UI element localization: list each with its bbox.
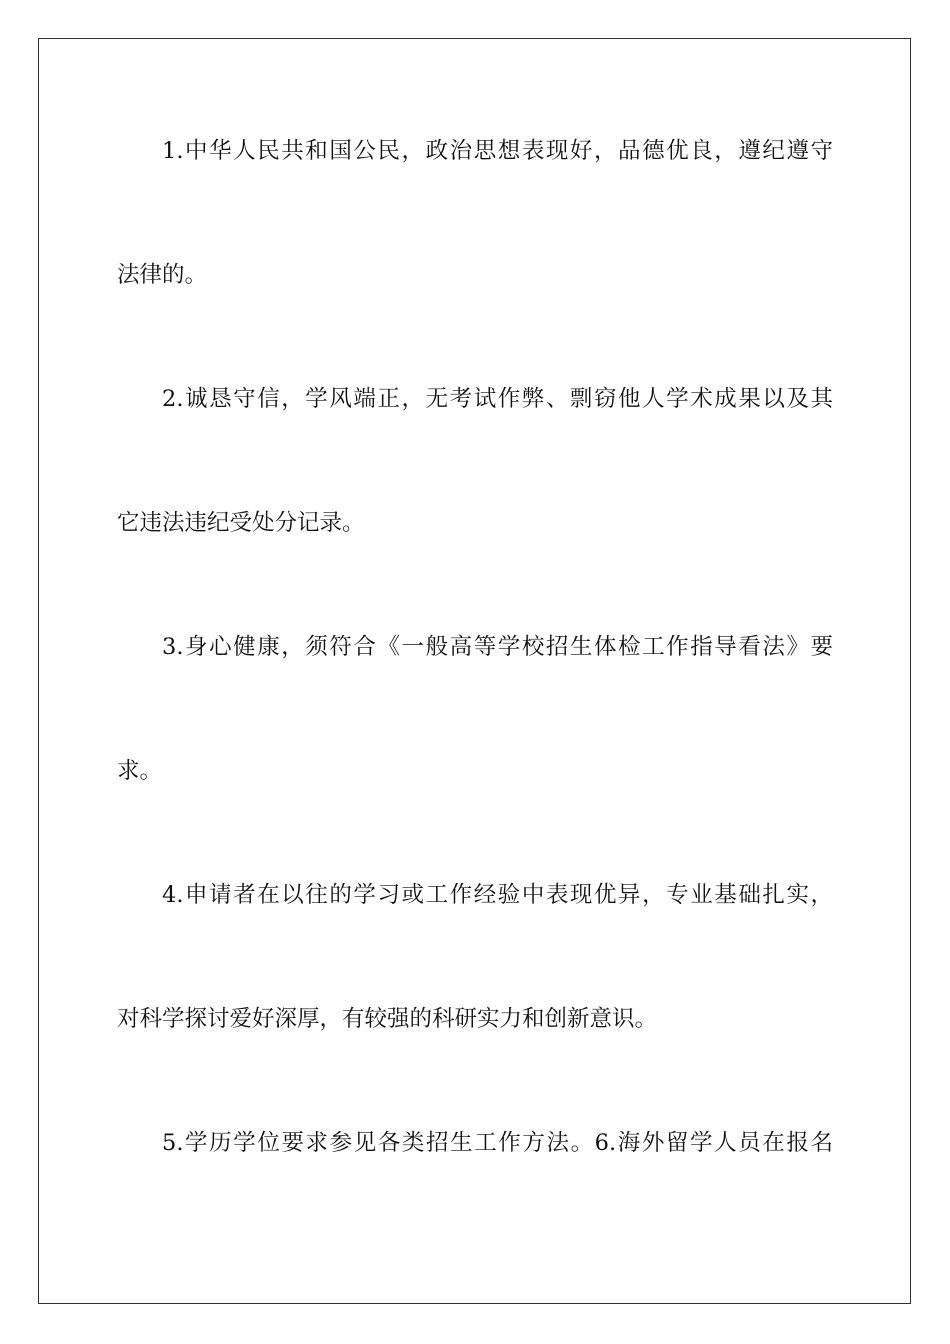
page-border <box>38 38 911 1304</box>
item-5-line-1: 5.学历学位要求参见各类招生工作方法。6.海外留学人员在报名 <box>162 1130 833 1156</box>
item-3-line-2: 求。 <box>117 758 163 784</box>
item-3-line-1: 3.身心健康，须符合《一般高等学校招生体检工作指导看法》要 <box>162 634 833 660</box>
item-2-line-2: 它违法违纪受处分记录。 <box>117 510 365 536</box>
item-1-line-2: 法律的。 <box>117 262 208 288</box>
item-2-line-1: 2.诚恳守信，学风端正，无考试作弊、剽窃他人学术成果以及其 <box>162 386 833 412</box>
item-1-line-1: 1.中华人民共和国公民，政治思想表现好，品德优良，遵纪遵守 <box>162 138 833 164</box>
item-4-line-2: 对科学探讨爱好深厚，有较强的科研实力和创新意识。 <box>117 1006 658 1032</box>
item-4-line-1: 4.申请者在以往的学习或工作经验中表现优异，专业基础扎实， <box>162 882 833 908</box>
